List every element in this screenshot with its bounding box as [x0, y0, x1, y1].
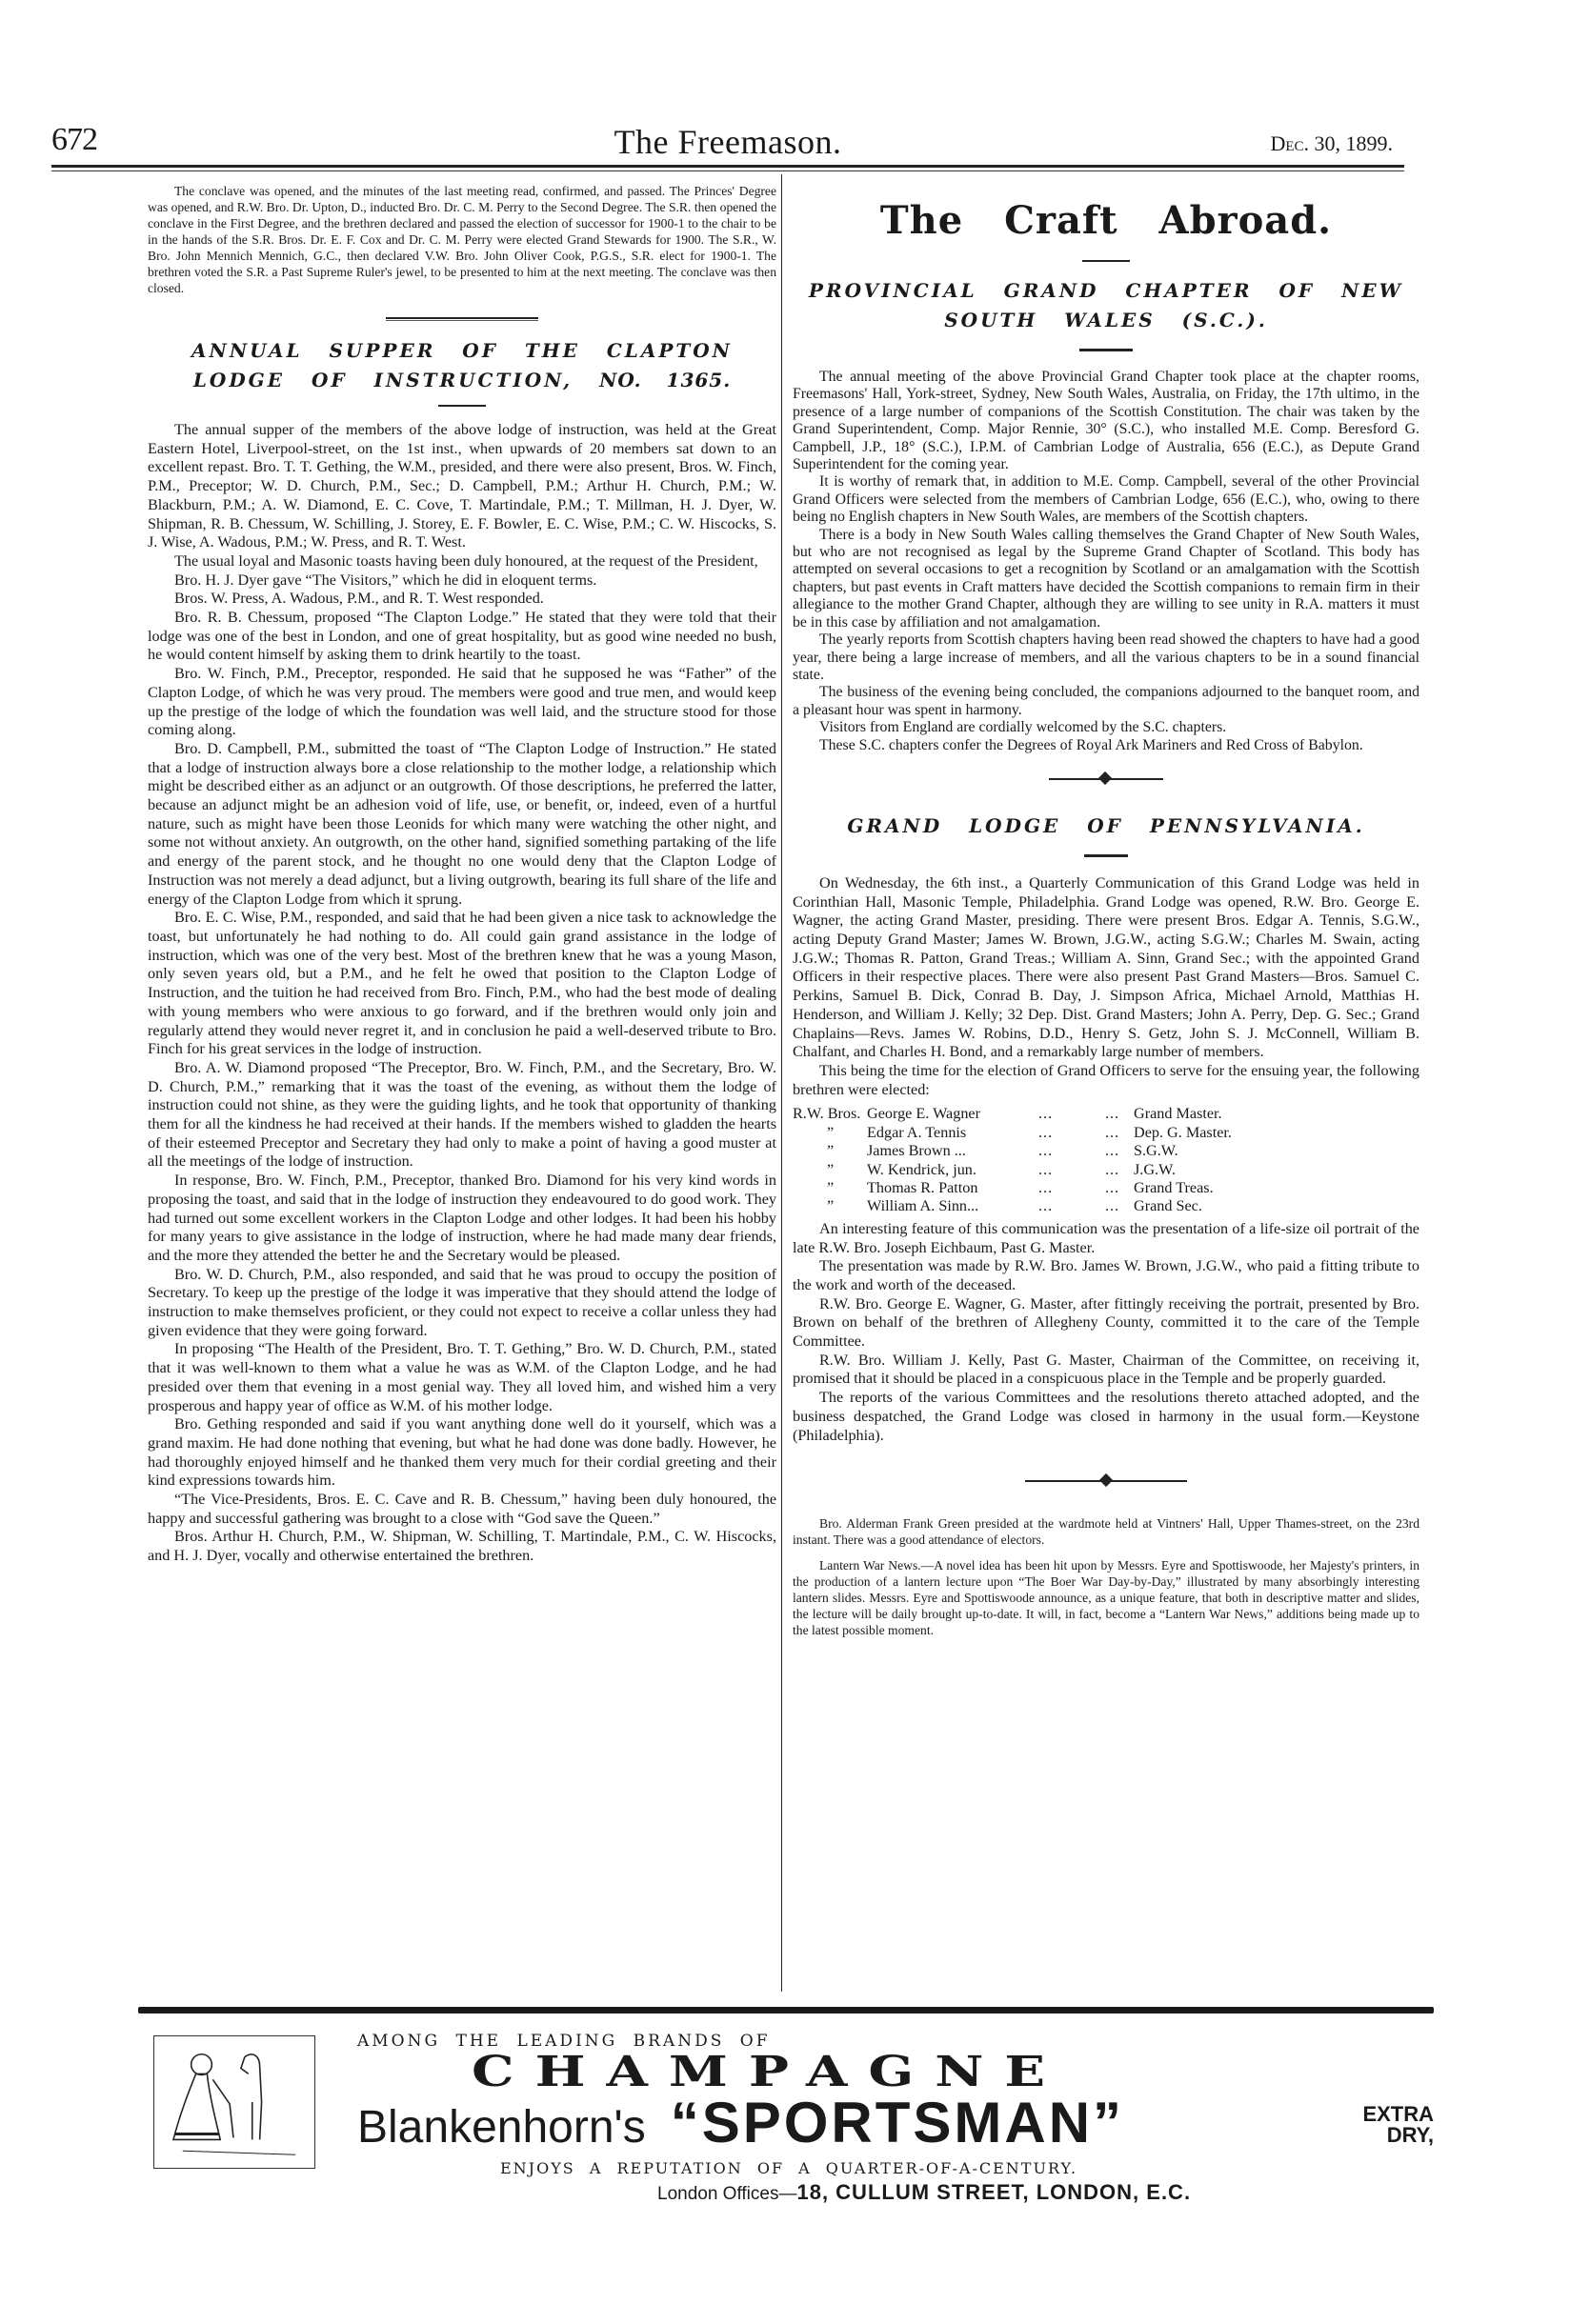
illustration-svg [154, 2036, 314, 2168]
article-paragraph: The annual meeting of the above Provincial Grand Chapter took place at the chapter rooms, Freemasons' Hall, York-street, Sydney, New South Wales, Australia, on Friday, the 17th ultimo, in the presence of a large number of companions of the Scottish Constitution. The chair was taken by the Grand Superintendent, Comp. Major Rennie, 30° (S.C.), who installed M.E. Comp. Beresford G. Campbell, J.P., 18° (S.C.), I.P.M. of Cambrian Lodge of Australia, 656 (E.C.), as Depute Grand Superintendent for the coming year. [793, 369, 1419, 473]
ad-brand-prefix: Blankenhorn's [357, 2102, 646, 2153]
clapton-headline [148, 336, 776, 395]
column-divider [781, 174, 782, 1992]
officer-row [793, 1161, 1419, 1179]
ad-kicker: AMONG THE LEADING BRANDS OF [357, 2032, 771, 2051]
leader-dots: ... [1105, 1197, 1120, 1215]
leader-dots: ... [1038, 1197, 1054, 1215]
officer-prefix: ” [827, 1160, 835, 1178]
officer-prefix: ” [827, 1179, 835, 1196]
article-paragraph: The usual loyal and Masonic toasts having been duly honoured, at the request of the President, [174, 551, 758, 570]
ad-dry: DRY, [1386, 2123, 1434, 2147]
leader-dots: ... [1038, 1160, 1054, 1178]
leader-dots: ... [1038, 1179, 1054, 1196]
clapton-headline-text: ANNUAL SUPPER OF THE CLAPTON LODGE OF INSTRUCTION, [191, 339, 733, 391]
officer-office: J.G.W. [1134, 1160, 1176, 1178]
officer-prefix: R.W. Bros. [793, 1105, 861, 1123]
leader-dots: ... [1105, 1160, 1120, 1178]
ad-extra: EXTRA [1362, 2102, 1434, 2126]
officer-prefix: ” [827, 1197, 835, 1215]
article-paragraph: The reports of the various Committees and the resolutions thereto attached adopted, and the business despatched, the Grand Lodge was closed in harmony in the usual form.—Keystone (Philadelphia). [793, 1389, 1419, 1444]
ad-brand [357, 2091, 1125, 2154]
article-paragraph: In response, Bro. W. Finch, P.M., Preceptor, thanked Bro. Diamond for his very kind words in proposing the toast, and said that in the lodge of instruction they endeavoured to do good work. They had turned out some excellent workers in the Clapton Lodge and other lodges. It had been his hobby for many years to give assistance in the lodge of instruction, where he had made many dear friends, and the more they attended the better he and the Secretary would be pleased. [148, 1172, 776, 1264]
officer-row [793, 1142, 1419, 1160]
leader-dots: ... [1038, 1105, 1054, 1123]
headline-rule [438, 405, 486, 408]
officer-row [793, 1105, 1419, 1123]
elected-officers-list [793, 1105, 1419, 1215]
officer-row [793, 1179, 1419, 1197]
ad-headline: CHAMPAGNE [472, 2047, 1067, 2097]
advertisement-rule [138, 2007, 1434, 2013]
diamond-ornament-icon [1099, 1473, 1113, 1487]
diamond-divider [1025, 1475, 1187, 1487]
article-paragraph: Bro. W. Finch, P.M., Preceptor, responded. He said that he supposed he was “Father” of the Clapton Lodge, of which he was very proud. The members were good and true men, and would keep up the prestige of the lodge of which the foundation was well laid, and the structure stood for those coming along. [148, 665, 776, 739]
diamond-divider [1049, 773, 1163, 785]
officer-name: Thomas R. Patton [867, 1179, 978, 1196]
officer-prefix: ” [827, 1142, 835, 1160]
left-column [148, 179, 776, 1566]
article-paragraph: Bro. H. J. Dyer gave “The Visitors,” which he did in eloquent terms. [174, 571, 597, 589]
conclave-paragraph: The conclave was opened, and the minutes of the last meeting read, confirmed, and passed. The Princes' Degree was opened, and R.W. Bro. Dr. Upton, D., inducted Bro. Dr. C. M. Perry to the Second Degree. The S.R. then opened the conclave in the First Degree, and the brethren declared and passed the election of successor for 1900-1 to the chair to be in the hands of the S.R. Bros. Dr. E. F. Cox and Dr. C. M. Perry were elected Grand Stewards for 1900. The S.R., W. Bro. John Mennich Mennich, G.C., then declared V.W. Bro. John Oliver Cook, P.G.S., S.R. elect for 1900-1. The brethren voted the S.R. a Past Supreme Ruler's jewel, to be presented to him at the next meeting. The conclave was then closed. [148, 184, 776, 295]
page-number: 672 [51, 122, 97, 157]
leader-dots: ... [1105, 1142, 1120, 1160]
article-paragraph: An interesting feature of this communication was the presentation of a life-size oil portrait of the late R.W. Bro. Joseph Eichbaum, Past G. Master. [793, 1219, 1419, 1256]
article-paragraph: On Wednesday, the 6th inst., a Quarterly Communication of this Grand Lodge was held in Corinthian Hall, Masonic Temple, Philadelphia. Grand Lodge was opened, R.W. Bro. George E. Wagner, the acting Grand Master, presiding. There were present Bros. Edgar A. Tennis, S.G.W., acting Deputy Grand Master; James W. Brown, J.G.W., acting S.G.W.; Charles M. Swain, acting J.G.W.; Thomas R. Patton, Grand Treas.; William A. Sinn, Grand Sec.; with the appointed Grand Officers in their respective places. There were also present Past Grand Masters—Bros. Samuel C. Perkins, Samuel B. Dick, Conrad B. Day, J. Simpson Africa, Michael Arnold, Matthias H. Henderson, and William J. Kelly; 32 Dep. Dist. Grand Masters; John A. Perry, Dep. G. Sec.; Grand Chaplains—Revs. James W. Robins, D.D., Henry S. Getz, John S. J. McConnell, William B. Chalfant, and Charles H. Bond, and a remarkably large number of members. [793, 873, 1419, 1061]
article-paragraph: “The Vice-Presidents, Bros. E. C. Cave and R. B. Chessum,” having been duly honoured, the happy and successful gathering was brought to a close with “God save the Queen.” [148, 1491, 776, 1527]
couple-with-horse-illustration-icon [153, 2035, 315, 2169]
article-paragraph: In proposing “The Health of the President, Bro. T. T. Gething,” Bro. W. D. Church, P.M., stated that it was well-known to them what a value he was as W.M. of the Clapton Lodge, and he had presided over them that evening in a most genial way. They all loved him, and wished him a very prosperous and happy year of office as W.M. of his mother lodge. [148, 1340, 776, 1414]
article-paragraph: The business of the evening being concluded, the companions adjourned to the banquet room, and a pleasant hour was spent in harmony. [793, 684, 1419, 718]
pennsylvania-headline: GRAND LODGE OF PENNSYLVANIA. [847, 813, 1365, 837]
article-paragraph: Bro. A. W. Diamond proposed “The Preceptor, Bro. W. Finch, P.M., and the Secretary, Bro. W. D. Church, P.M.,” remarking that it was the toast of the evening, as without them the lodge of instruction could not shine, as they were the guiding lights, and he took that opportunity of thanking them for all the kindness he had received at their hands. If the members wished to gladden the hearts of their esteemed Preceptor and Secretary they had only to make a point of having a good muster at all the meetings of the lodge of instruction. [148, 1058, 776, 1171]
publication-title: The Freemason. [614, 123, 842, 161]
officer-office: Grand Treas. [1134, 1179, 1214, 1196]
officer-office: Dep. G. Master. [1134, 1123, 1232, 1141]
issue-date: Dec. 30, 1899. [1270, 131, 1393, 155]
note-paragraph: Lantern War News.—A novel idea has been hit upon by Messrs. Eyre and Spottiswoode, her Majesty's printers, in the production of a lantern lecture upon “The Boer War Day-by-Day,” illustrated by many absorbingly interesting lantern slides. Messrs. Eyre and Spottiswoode announce, as a unique feature, that both in descriptive matter and slides, the lecture will be daily brought up-to-date. It will, in fact, become a “Lantern War News,” additions being made up to the latest possible moment. [793, 1558, 1419, 1638]
article-paragraph: Bro. Gething responded and said if you want anything done well do it yourself, which was a grand maxim. He had done nothing that evening, but what he had done was done badly. However, he had thoroughly enjoyed himself and he thanked them very much for their cordial greeting and their kind expressions towards him. [148, 1415, 776, 1490]
article-paragraph: It is worthy of remark that, in addition to M.E. Comp. Campbell, several of the other Provincial Grand Officers were selected from the members of Cambrian Lodge, 656 (E.C.), who, owing to there being no English chapters in New South Wales, are members of the Scottish chapters. [793, 473, 1419, 526]
article-paragraph: Bro. D. Campbell, P.M., submitted the toast of “The Clapton Lodge of Instruction.” He stated that a lodge of instruction always bore a close relationship to the mother lodge, a relationship which might be described either as an adjunct or an outgrowth. Of those descriptions, he preferred the latter, because an adjunct might be an adhesion void of life, use, or benefit, or, indeed, even of a hurtful nature, such as might have been those Leonids for which many were watching the other night, and some not without anxiety. An outgrowth, on the other hand, signified something partaking of the life and energy of the parent stock, and he thought no one would deny that the Clapton Lodge of Instruction was not merely a dead adjunct, but a living outgrowth, bearing its full share of the life and energy of the Clapton Lodge from which it sprung. [148, 739, 776, 908]
article-paragraph: R.W. Bro. George E. Wagner, G. Master, after fittingly receiving the portrait, presented by Bro. Brown on behalf of the brethren of Allegheny County, committed it to the care of the Temple Committee. [793, 1294, 1419, 1351]
pennsylvania-article-body [793, 874, 1419, 1445]
ad-address [657, 2180, 1191, 2205]
article-paragraph: Visitors from England are cordially welcomed by the S.C. chapters. [819, 719, 1227, 736]
article-paragraph: This being the time for the election of Grand Officers to serve for the ensuing year, the following brethren were elected: [793, 1061, 1419, 1098]
article-paragraph: R.W. Bro. William J. Kelly, Past G. Master, Chairman of the Committee, on receiving it, promised that it should be placed in a conspicuous place in the Temple and be properly guarded. [793, 1351, 1419, 1388]
leader-dots: ... [1038, 1142, 1054, 1160]
officer-name: James Brown ... [867, 1142, 966, 1160]
leader-dots: ... [1105, 1123, 1120, 1141]
note-paragraph: Bro. Alderman Frank Green presided at the wardmote held at Vintners' Hall, Upper Thames-street, on the 23rd instant. There was a good attendance of electors. [793, 1516, 1419, 1548]
article-paragraph: These S.C. chapters confer the Degrees of Royal Ark Mariners and Red Cross of Babylon. [819, 736, 1363, 753]
leader-dots: ... [1105, 1105, 1120, 1123]
officer-row [793, 1197, 1419, 1215]
leader-dots: ... [1105, 1179, 1120, 1196]
diamond-ornament-icon [1098, 771, 1112, 785]
ad-brand-name: “SPORTSMAN” [670, 2091, 1125, 2154]
ad-reputation: ENJOYS A REPUTATION OF A QUARTER-OF-A-CENTURY. [500, 2159, 1078, 2177]
article-paragraph: The yearly reports from Scottish chapters having been read showed the chapters to have had a good year, there being a large increase of members, and all the various chapters to be in a sound financial state. [793, 631, 1419, 683]
ad-address-value: 18, CULLUM STREET, LONDON, E.C. [796, 2180, 1192, 2204]
officer-row [793, 1124, 1419, 1142]
article-paragraph: The presentation was made by R.W. Bro. James W. Brown, J.G.W., who paid a fitting tribute to the work and worth of the deceased. [793, 1257, 1419, 1293]
news-notes [793, 1515, 1419, 1638]
masthead [51, 122, 1404, 160]
article-paragraph: There is a body in New South Wales calling themselves the Grand Chapter of New South Wales, but who are not recognised as legal by the Supreme Grand Chapter of Scotland. This body has attempted on several occasions to get a recognition by Scotland or an amalgamation with the Scottish chapters, but past events in Craft matters have decided the Scottish companions to remain firm in their allegiance to the mother Grand Chapter, although they are willing to see unity in R.A. matters it must be in this case by affiliation and not amalgamation. [793, 526, 1419, 631]
right-column [793, 179, 1419, 1638]
article-paragraph: Bro. R. B. Chessum, proposed “The Clapton Lodge.” He stated that they were told that their lodge was one of the best in London, and one of great hospitality, but as good wine needed no bush, he would content himself by asking them to drink heartily to the toast. [148, 609, 776, 664]
champagne-advertisement [138, 2024, 1434, 2204]
section-rule [386, 317, 538, 321]
leader-dots: ... [1038, 1123, 1054, 1141]
officer-name: W. Kendrick, jun. [867, 1160, 976, 1178]
officer-name: William A. Sinn... [867, 1197, 979, 1215]
officer-name: George E. Wagner [867, 1105, 981, 1123]
article-paragraph: Bro. E. C. Wise, P.M., responded, and said that he had been given a nice task to acknowledge the toast, but unfortunately he had nothing to do. All could gain grand assistance in the lodge of instruction, which was one of the very best. Most of the brethren knew that he was a young Mason, only seven years old, but a P.M., and he felt he owed that position to the Clapton Lodge of Instruction, and the tuition he had received from Bro. Finch, P.M., who had the best mode of dealing with young members who were anxious to go forward, and if the brethren would only join and regularly attend they would never regret it, and in conclusion he paid a well-deserved tribute to Bro. Finch for his great services in the lodge of instruction. [148, 909, 776, 1058]
section-title-craft-abroad: The Craft Abroad. [879, 198, 1333, 243]
article-paragraph: Bros. W. Press, A. Wadous, P.M., and R. T. West responded. [174, 590, 544, 608]
clapton-article-body [148, 421, 776, 1566]
officer-name: Edgar A. Tennis [867, 1123, 967, 1141]
article-paragraph: The annual supper of the members of the above lodge of instruction, was held at the Great Eastern Hotel, Liverpool-street, on the 1st inst., when upwards of 20 members sat down to an excellent repast. Bro. T. T. Gething, the W.M., presided, and there were also present, Bros. W. Finch, P.M., Preceptor; W. D. Church, P.M., Sec.; D. Campbell, P.M.; Arthur H. Church, P.M.; W. Blackburn, P.M.; A. W. Diamond, E. C. Cove, T. Martindale, P.M.; T. Millman, H. J. Dyer, W. Shipman, R. B. Chessum, W. Schilling, J. Storey, E. F. Bowler, E. C. Wise, P.M.; C. W. Hiscocks, S. J. Wise, A. Wadous, P.M.; W. Press, and R. T. West. [148, 421, 776, 551]
masthead-rule [51, 165, 1404, 171]
officer-office: Grand Master. [1134, 1105, 1222, 1123]
clapton-headline-number: NO. 1365. [599, 369, 732, 391]
article-paragraph: Bros. Arthur H. Church, P.M., W. Shipman, W. Schilling, T. Martindale, P.M., C. W. Hiscocks, and H. J. Dyer, vocally and otherwise entertained the brethren. [148, 1528, 776, 1565]
headline-rule [1084, 854, 1128, 857]
nsw-article-body [793, 369, 1419, 754]
officer-prefix: ” [827, 1123, 835, 1141]
ad-extra-dry [1362, 2104, 1434, 2146]
title-rule [1082, 260, 1130, 263]
headline-rule [1079, 349, 1133, 351]
officer-office: S.G.W. [1134, 1142, 1178, 1160]
officer-office: Grand Sec. [1134, 1197, 1202, 1215]
ad-address-label: London Offices— [657, 2184, 797, 2204]
nsw-headline: PROVINCIAL GRAND CHAPTER OF NEW SOUTH WALES (S.C.). [808, 279, 1404, 331]
article-paragraph: Bro. W. D. Church, P.M., also responded, and said that he was proud to occupy the position of Secretary. To keep up the prestige of the lodge it was imperative that they should attend the lodge of instruction to make themselves proficient, or they could not expect to receive a collar unless they had given evidence that they were going forward. [148, 1265, 776, 1339]
